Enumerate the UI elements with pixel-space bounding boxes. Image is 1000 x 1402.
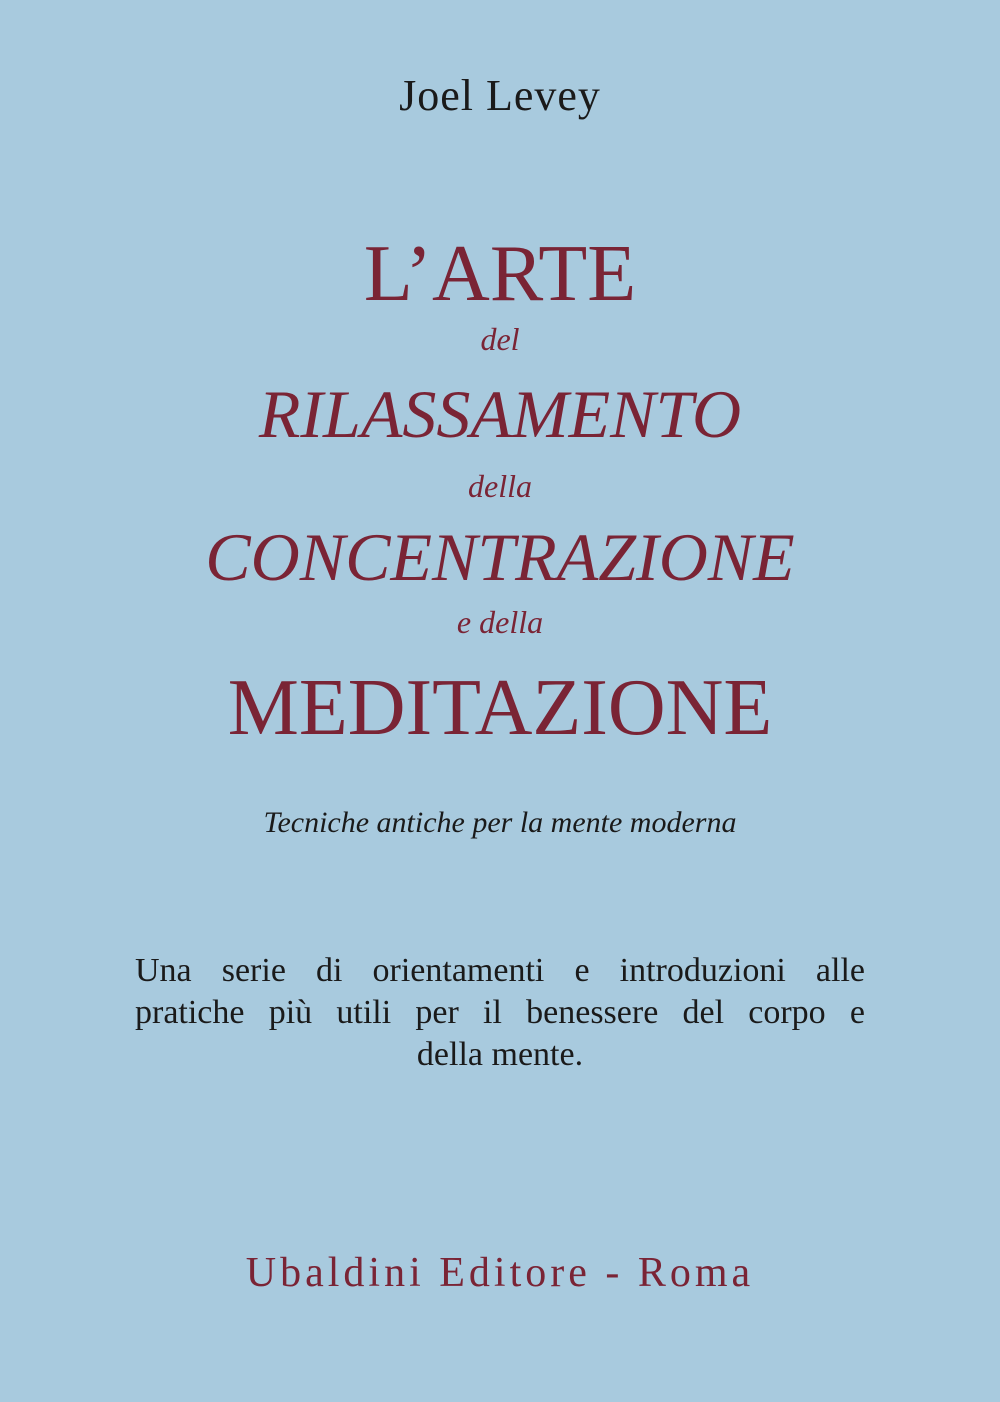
blurb-line-2: pratiche più utili per il benessere del corpo e — [135, 994, 865, 1031]
title-line-del: del — [480, 321, 520, 357]
blurb-line-1: Una serie di orientamenti e introduzioni alle — [135, 952, 865, 989]
title-line-meditazione: MEDITAZIONE — [227, 664, 773, 752]
title-line-concentrazione: CONCENTRAZIONE — [205, 519, 795, 595]
title-line-della: della — [468, 468, 532, 504]
book-subtitle: Tecniche antiche per la mente moderna — [263, 806, 737, 839]
cover-blurb — [135, 950, 865, 1076]
publisher-name: Ubaldini Editore - Roma — [245, 1250, 755, 1296]
title-line-rilassamento: RILASSAMENTO — [258, 376, 742, 452]
title-line-arte: L’ARTE — [363, 230, 637, 318]
title-line-e-della: e della — [456, 604, 544, 640]
author-name: Joel Levey — [399, 71, 601, 120]
blurb-line-3: della mente. — [416, 1036, 584, 1073]
